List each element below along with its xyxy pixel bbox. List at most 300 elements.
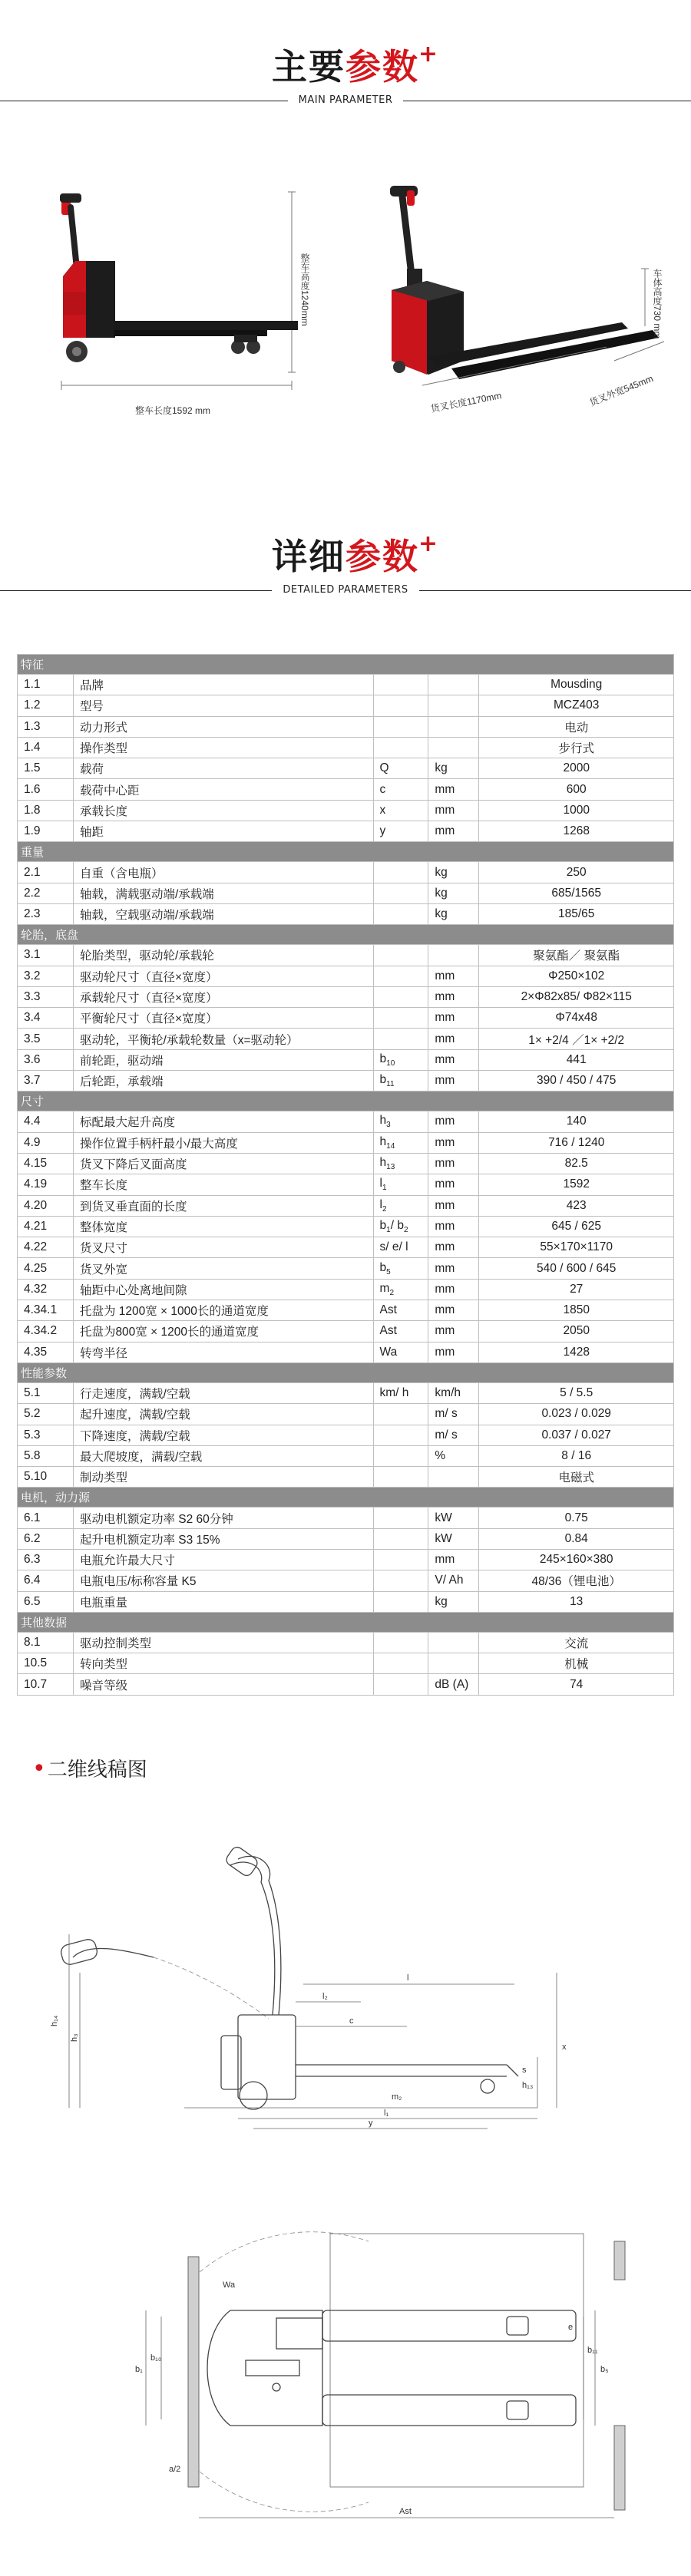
spec-symbol [373,758,428,779]
spec-name: 驱动电机额定功率 S2 60分钟 [73,1508,373,1528]
spec-number: 10.5 [18,1653,74,1674]
spec-number: 3.1 [18,945,74,966]
spec-row [18,1591,674,1612]
spec-symbol-text: b [379,1073,387,1087]
spec-unit: mm [428,1216,479,1237]
spec-symbol [373,966,428,986]
spec-value: 步行式 [479,737,674,758]
spec-number: 1.5 [18,758,74,779]
spec-name: 驱动轮，平衡轮/承载轮数量（x=驱动轮） [73,1029,373,1049]
spec-symbol [373,1445,428,1466]
spec-value: 交流 [479,1632,674,1653]
spec-symbol [373,1570,428,1591]
h3-label: h₃ [70,2033,79,2042]
spec-unit [428,945,479,966]
spec-number: 10.7 [18,1674,74,1695]
spec-symbol [373,1321,428,1342]
spec-group-label: 轮胎，底盘 [18,925,674,945]
spec-unit: kg [428,903,479,924]
height-dimension-label: 整车高度1240mm [299,253,310,326]
spec-name: 下降速度，满载/空载 [73,1425,373,1445]
spec-number: 1.4 [18,737,74,758]
spec-value: 27 [479,1279,674,1300]
a2-label: a/2 [169,2465,181,2474]
spec-row [18,883,674,903]
detailed-parameters-header [0,530,691,598]
spec-number: 3.4 [18,1008,74,1029]
spec-number: 2.2 [18,883,74,903]
spec-name: 前轮距，驱动端 [73,1049,373,1070]
spec-name: 载荷 [73,758,373,779]
s-label: s [522,2066,527,2075]
spec-unit: mm [428,1321,479,1342]
spec-symbol [373,986,428,1007]
spec-row [18,1071,674,1091]
spec-name: 最大爬坡度，满载/空载 [73,1445,373,1466]
spec-number: 1.2 [18,695,74,716]
spec-number: 4.34.1 [18,1300,74,1321]
spec-unit: mm [428,966,479,986]
spec-row [18,1300,674,1321]
spec-name: 标配最大起升高度 [73,1111,373,1132]
spec-symbol [373,1237,428,1258]
spec-number: 1.6 [18,779,74,800]
spec-row [18,862,674,883]
spec-row [18,737,674,758]
spec-unit [428,675,479,695]
spec-symbol [373,862,428,883]
spec-value: Φ250×102 [479,966,674,986]
spec-unit: kg [428,883,479,903]
spec-value: Φ74x48 [479,1008,674,1029]
spec-unit [428,1467,479,1488]
spec-name: 转向类型 [73,1653,373,1674]
spec-number: 4.32 [18,1279,74,1300]
spec-row [18,779,674,800]
spec-group-row [18,1488,674,1508]
spec-row [18,716,674,737]
spec-unit: mm [428,1111,479,1132]
spec-row [18,1258,674,1279]
spec-number: 6.4 [18,1570,74,1591]
spec-name: 轮胎类型，驱动轮/承载轮 [73,945,373,966]
spec-name: 货叉下降后叉面高度 [73,1153,373,1174]
spec-number: 4.19 [18,1174,74,1195]
spec-name: 轴载，空载驱动端/承载端 [73,903,373,924]
spec-name: 整体宽度 [73,1216,373,1237]
spec-symbol-subscript: 13 [386,1163,395,1172]
spec-name: 电瓶电压/标称容量 K5 [73,1570,373,1591]
spec-symbol [373,1425,428,1445]
spec-number: 4.21 [18,1216,74,1237]
spec-symbol [373,737,428,758]
spec-symbol [373,1508,428,1528]
spec-number: 3.5 [18,1029,74,1049]
spec-unit [428,1653,479,1674]
spec-row [18,1111,674,1132]
spec-value: 8 / 16 [479,1445,674,1466]
spec-symbol [373,1153,428,1174]
spec-unit: mm [428,1049,479,1070]
spec-symbol [373,945,428,966]
spec-value: 185/65 [479,903,674,924]
spec-symbol [373,1195,428,1216]
spec-symbol-text: l [379,1177,382,1191]
spec-row [18,1404,674,1425]
spec-symbol [373,800,428,821]
spec-name: 承载轮尺寸（直径×宽度） [73,986,373,1007]
spec-name: 轴距 [73,821,373,842]
spec-value: 1× +2/4 ／1× +2/2 [479,1029,674,1049]
spec-unit [428,1632,479,1653]
spec-unit: mm [428,1071,479,1091]
spec-value: 685/1565 [479,883,674,903]
spec-name: 承载长度 [73,800,373,821]
spec-number: 3.7 [18,1071,74,1091]
spec-symbol [373,1258,428,1279]
spec-number: 1.1 [18,675,74,695]
spec-number: 5.2 [18,1404,74,1425]
spec-symbol [373,1008,428,1029]
spec-symbol [373,695,428,716]
spec-number: 4.22 [18,1237,74,1258]
spec-symbol [373,1111,428,1132]
spec-row [18,675,674,695]
fork-width-dimension-label: 货叉外宽545mm [587,372,655,408]
spec-symbol-text: Wa [379,1345,398,1359]
spec-name: 行走速度，满载/空载 [73,1382,373,1403]
spec-symbol [373,716,428,737]
spec-symbol [373,1382,428,1403]
l2-label: l₂ [322,1992,328,2001]
spec-unit: mm [428,1300,479,1321]
spec-unit: V/ Ah [428,1570,479,1591]
spec-name: 轴载，满载驱动端/承载端 [73,883,373,903]
top-view-drawing [46,2195,660,2533]
spec-value: 645 / 625 [479,1216,674,1237]
spec-number: 5.8 [18,1445,74,1466]
spec-unit: mm [428,779,479,800]
spec-row [18,1570,674,1591]
plus-icon: + [418,41,439,68]
spec-row [18,1342,674,1362]
spec-value: 2050 [479,1321,674,1342]
spec-value: 13 [479,1591,674,1612]
spec-symbol-text: y [379,824,386,838]
spec-name: 起升速度，满载/空载 [73,1404,373,1425]
spec-number: 5.3 [18,1425,74,1445]
spec-symbol [373,1029,428,1049]
spec-value: 0.037 / 0.027 [479,1425,674,1445]
spec-unit: mm [428,1549,479,1570]
spec-group-label: 性能参数 [18,1362,674,1382]
ast-label: Ast [399,2507,412,2516]
spec-value: 电磁式 [479,1467,674,1488]
spec-value: 55×170×1170 [479,1237,674,1258]
spec-symbol [373,1174,428,1195]
spec-symbol [373,1549,428,1570]
spec-row [18,1674,674,1695]
spec-symbol [373,1632,428,1653]
spec-number: 5.10 [18,1467,74,1488]
spec-row [18,903,674,924]
spec-symbol-text: h [379,1156,387,1170]
spec-value: 聚氨酯／ 聚氨酯 [479,945,674,966]
spec-value: 74 [479,1674,674,1695]
spec-value: 1428 [479,1342,674,1362]
spec-symbol-text: b [379,1052,387,1065]
spec-name: 托盘为800宽 × 1200长的通道宽度 [73,1321,373,1342]
spec-row [18,800,674,821]
spec-symbol [373,883,428,903]
spec-symbol [373,903,428,924]
plus-icon: + [418,530,439,557]
spec-value: 390 / 450 / 475 [479,1071,674,1091]
h13-label: h₁₃ [522,2081,534,2090]
spec-symbol [373,821,428,842]
spec-group-row [18,1612,674,1632]
spec-symbol-text: c [379,782,386,796]
spec-group-label: 其他数据 [18,1612,674,1632]
spec-number: 4.34.2 [18,1321,74,1342]
spec-symbol [373,1279,428,1300]
spec-value: 1592 [479,1174,674,1195]
spec-unit: kW [428,1508,479,1528]
b1-label: b₁ [135,2365,143,2374]
spec-name: 电瓶重量 [73,1591,373,1612]
spec-value: 1000 [479,800,674,821]
spec-row [18,1153,674,1174]
spec-symbol-text: s/ e/ l [379,1240,408,1254]
spec-number: 6.2 [18,1528,74,1549]
spec-unit: mm [428,821,479,842]
spec-number: 4.15 [18,1153,74,1174]
spec-symbol-text: h [379,1134,387,1148]
spec-name: 驱动轮尺寸（直径×宽度） [73,966,373,986]
body-height-dimension-label: 车体高度730 mm [652,269,663,339]
spec-value: 250 [479,862,674,883]
spec-symbol-text: h [379,1114,387,1128]
spec-row [18,1132,674,1153]
pallet-truck-side-photo [31,177,322,438]
y-label: y [369,2119,373,2128]
spec-unit: mm [428,1153,479,1174]
spec-row [18,1382,674,1403]
spec-value: 140 [479,1111,674,1132]
spec-row [18,1632,674,1653]
spec-name: 品牌 [73,675,373,695]
spec-unit: mm [428,1279,479,1300]
spec-row [18,1653,674,1674]
wa-label: Wa [223,2280,236,2290]
spec-number: 4.9 [18,1132,74,1153]
b10-label: b₁₀ [150,2353,162,2363]
spec-name: 轴距中心处离地间隙 [73,1279,373,1300]
main-parameter-title: 主要参数 + [272,41,439,88]
spec-symbol [373,1404,428,1425]
spec-symbol-text: b [379,1260,387,1274]
spec-unit: mm [428,1174,479,1195]
spec-group-label: 特征 [18,655,674,675]
drawing-title: •二维线稿图 [32,1755,147,1782]
spec-value: 716 / 1240 [479,1132,674,1153]
spec-name: 转弯半径 [73,1342,373,1362]
spec-row [18,966,674,986]
spec-unit: mm [428,1258,479,1279]
spec-name: 平衡轮尺寸（直径×宽度） [73,1008,373,1029]
spec-symbol [373,1071,428,1091]
spec-name: 起升电机额定功率 S3 15% [73,1528,373,1549]
spec-name: 操作类型 [73,737,373,758]
spec-unit: mm [428,800,479,821]
detailed-parameters-subtitle: DETAILED PARAMETERS [272,584,418,596]
spec-value: Mousding [479,675,674,695]
spec-row [18,1237,674,1258]
fork-length-dimension-label: 货叉长度1170mm [429,390,503,414]
spec-symbol [373,1342,428,1362]
spec-row [18,1216,674,1237]
spec-unit: kg [428,862,479,883]
spec-number: 4.25 [18,1258,74,1279]
spec-unit: kW [428,1528,479,1549]
spec-value: 2×Φ82x85/ Φ82×115 [479,986,674,1007]
spec-group-row [18,655,674,675]
spec-value: MCZ403 [479,695,674,716]
spec-group-label: 电机，动力源 [18,1488,674,1508]
spec-row [18,1195,674,1216]
spec-name: 驱动控制类型 [73,1632,373,1653]
spec-number: 3.3 [18,986,74,1007]
detailed-parameters-title: 详细参数 + [272,530,439,577]
spec-number: 6.1 [18,1508,74,1528]
spec-number: 4.20 [18,1195,74,1216]
spec-number: 2.1 [18,862,74,883]
spec-number: 2.3 [18,903,74,924]
spec-unit [428,716,479,737]
spec-name: 噪音等级 [73,1674,373,1695]
spec-value: 0.84 [479,1528,674,1549]
spec-name: 托盘为 1200宽 × 1000长的通道宽度 [73,1300,373,1321]
spec-row [18,1528,674,1549]
l1-label: l₁ [384,2109,389,2118]
spec-symbol [373,1216,428,1237]
spec-value: 机械 [479,1653,674,1674]
spec-unit [428,737,479,758]
spec-symbol-text: b [379,1218,387,1232]
spec-row [18,1425,674,1445]
spec-symbol-text: m [379,1281,390,1295]
spec-name: 后轮距，承载端 [73,1071,373,1091]
spec-row [18,945,674,966]
spec-row [18,1549,674,1570]
spec-symbol-subscript: 10 [386,1058,395,1068]
h14-label: h₁₄ [50,2015,59,2026]
spec-symbol-subscript: 14 [386,1141,395,1151]
spec-value: 0.023 / 0.029 [479,1404,674,1425]
spec-name: 型号 [73,695,373,716]
spec-table [17,654,674,1696]
spec-unit: kg [428,758,479,779]
spec-value: 441 [479,1049,674,1070]
spec-symbol [373,1528,428,1549]
spec-row [18,1029,674,1049]
spec-symbol-text: Ast [379,1303,397,1317]
spec-group-label: 尺寸 [18,1091,674,1111]
spec-value: 0.75 [479,1508,674,1528]
spec-number: 1.8 [18,800,74,821]
spec-unit: kg [428,1591,479,1612]
length-dimension-label: 整车长度1592 mm [135,405,211,416]
spec-value: 600 [479,779,674,800]
spec-symbol-subscript: 1 [386,1226,391,1235]
spec-unit: dB (A) [428,1674,479,1695]
spec-name: 载荷中心距 [73,779,373,800]
spec-symbol-subscript: 2 [403,1226,408,1235]
spec-row [18,1321,674,1342]
spec-value: 82.5 [479,1153,674,1174]
spec-symbol-text: / b [390,1218,404,1232]
spec-group-row [18,842,674,862]
spec-row [18,1467,674,1488]
spec-symbol-text: x [379,803,386,817]
spec-number: 1.9 [18,821,74,842]
spec-value: 48/36（锂电池） [479,1570,674,1591]
spec-name: 制动类型 [73,1467,373,1488]
spec-value: 2000 [479,758,674,779]
pallet-truck-angle-photo [369,177,676,438]
spec-value: 245×160×380 [479,1549,674,1570]
spec-group-row [18,1091,674,1111]
x-label: x [562,2043,567,2052]
spec-symbol-subscript: 11 [386,1080,395,1089]
spec-name: 自重（含电瓶） [73,862,373,883]
spec-unit: mm [428,986,479,1007]
spec-name: 货叉尺寸 [73,1237,373,1258]
spec-value: 1268 [479,821,674,842]
spec-group-row [18,925,674,945]
spec-symbol [373,675,428,695]
spec-unit: mm [428,1237,479,1258]
spec-group-row [18,1362,674,1382]
spec-row [18,1008,674,1029]
spec-name: 操作位置手柄杆最小/最大高度 [73,1132,373,1153]
bullet-icon: • [32,1755,46,1782]
spec-value: 1850 [479,1300,674,1321]
spec-symbol-subscript: 1 [382,1184,387,1193]
spec-number: 4.4 [18,1111,74,1132]
spec-name: 整车长度 [73,1174,373,1195]
spec-symbol-subscript: 3 [386,1121,391,1130]
spec-value: 540 / 600 / 645 [479,1258,674,1279]
spec-symbol [373,1300,428,1321]
b5-label: b₅ [600,2365,609,2374]
spec-row [18,821,674,842]
spec-row [18,1445,674,1466]
spec-unit: % [428,1445,479,1466]
spec-symbol-text: l [379,1197,382,1211]
main-parameter-subtitle: MAIN PARAMETER [288,94,404,106]
spec-number: 6.5 [18,1591,74,1612]
spec-name: 动力形式 [73,716,373,737]
spec-symbol [373,1653,428,1674]
spec-row [18,1174,674,1195]
main-parameter-header [0,41,691,108]
spec-value: 423 [479,1195,674,1216]
c-label: c [349,2016,354,2026]
spec-symbol [373,1132,428,1153]
spec-unit: mm [428,1342,479,1362]
spec-symbol-subscript: 5 [386,1267,391,1276]
